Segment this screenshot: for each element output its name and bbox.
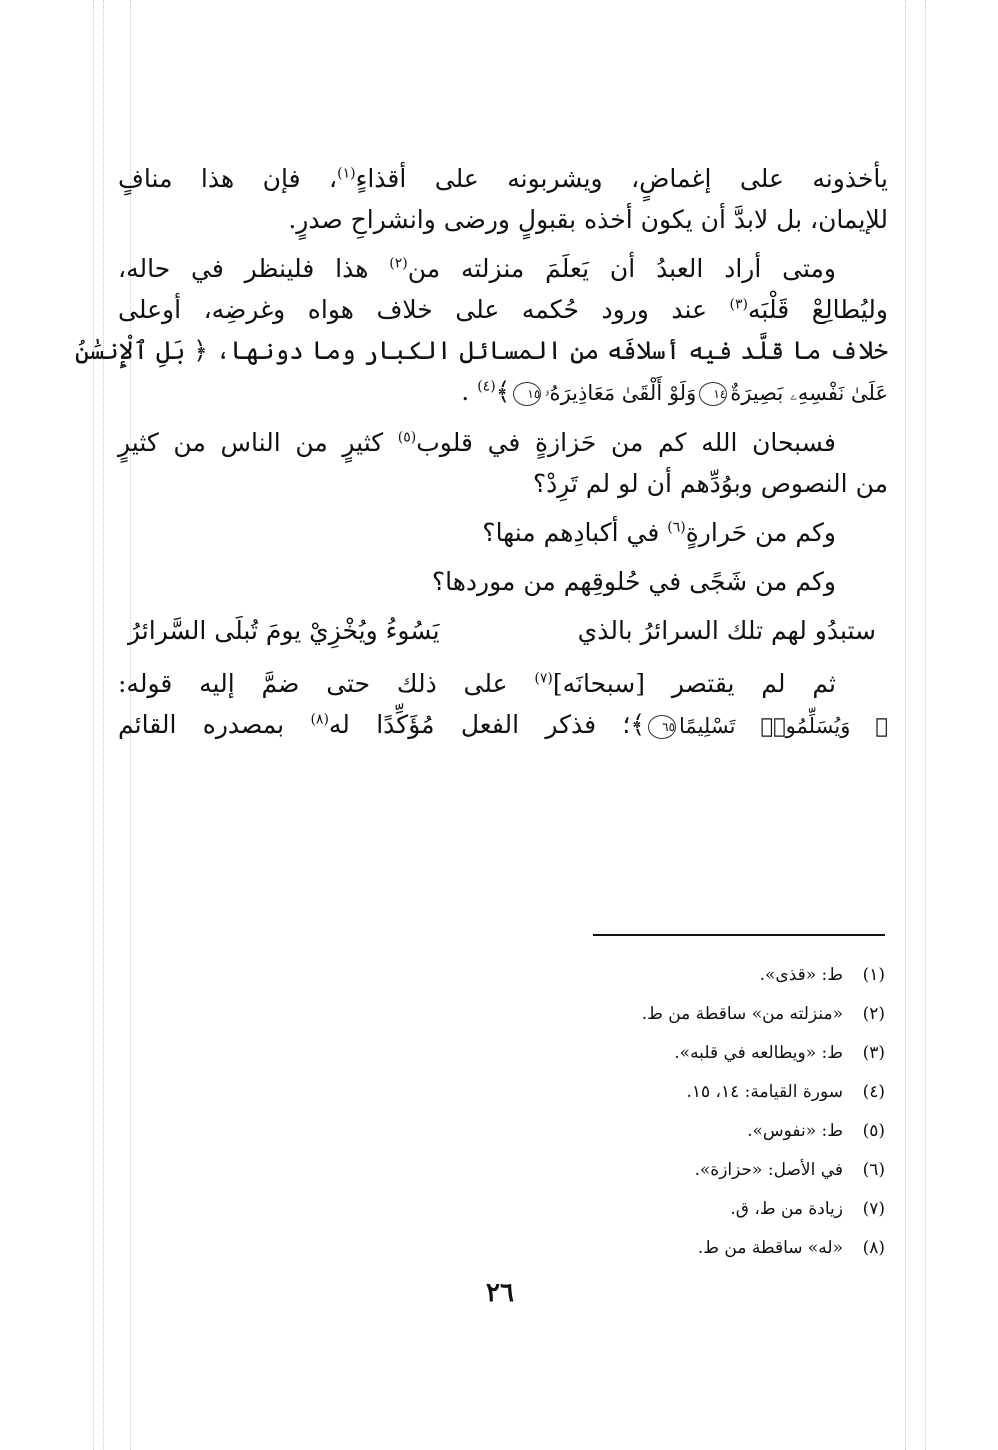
footnote-ref: (١) [337,165,356,182]
paragraph-3 [118,422,888,504]
scan-edge-left [93,0,94,1450]
footnote [400,956,885,995]
quran-text: عَلَىٰ نَفْسِهِۦ بَصِيرَةٌ [730,381,888,405]
footnote-text: «منزلته من» ساقطة من ط. [641,1004,843,1024]
text-span: وكم من حَرارةٍ [685,518,836,547]
verse-number-mark: ١٥ [513,382,541,406]
text-line [118,158,888,199]
text-line [118,663,888,704]
footnote [400,1151,885,1190]
scan-edge-left [103,0,104,1450]
text-line [118,422,888,463]
footnote-ref: (٦) [667,519,686,536]
text-line: من النصوص وبوُدِّهم أن لو لم تَرِدْ؟ [532,469,888,498]
text-span: وليُطالِعْ قَلْبَه [748,295,888,324]
text-span: يأخذونه على إغماضٍ، ويشربونه على أقذاءٍ [355,164,888,193]
poem-hemistich-left: يَسُوءُ ويُخْزِيْ يومَ تُبلَى السَّرائرُ [128,616,440,645]
footnote-number: (٢) [862,1004,885,1024]
footnotes [400,956,885,1268]
footnote-divider [593,934,885,936]
text-span: كثيرٍ من الناس من كثيرٍ [118,428,398,457]
footnote-text: ط: «نفوس». [747,1121,843,1141]
text-line: خلاف ما قلَّد فيه أسلافَه من المسائل الكبار وما دونها، ﴿ بَلِ ٱلْإِنسَٰنُ [74,336,888,365]
quran-text: ﴿ وَيُسَلِّمُوا۟ تَسْلِيمًا [679,714,888,738]
footnote-text: في الأصل: «حزازة». [694,1160,843,1180]
scan-edge-right [905,0,906,1450]
text-span: ، فإن هذا منافٍ [118,164,338,193]
text-line [118,371,888,414]
footnote [400,1034,885,1073]
text-line: للإيمان، بل لابدَّ أن يكون أخذه بقبولٍ ورضى وانشراحِ صدرٍ. [288,205,888,234]
footnote-number: (٤) [862,1082,885,1102]
text-line: وكم من شَجًى في حُلوقِهم من موردها؟ [431,567,836,596]
footnote [400,1073,885,1112]
paragraph-4 [118,512,888,553]
poem-hemistich-right: ستبدُو لهم تلك السرائرُ بالذي [577,616,876,645]
footnote-ref: (٥) [397,429,417,446]
verse-number-mark: ٦٥ [648,715,676,739]
footnote-text: ط: «ويطالعه في قلبه». [674,1043,843,1063]
page-number: ٢٦ [486,1278,514,1308]
text-span: فسبحان الله كم من حَزازةٍ في قلوب [416,428,836,457]
footnote-ref: (٧) [534,670,553,687]
footnote-ref: (٢) [389,255,408,272]
footnote-text: سورة القيامة: ١٤، ١٥. [686,1082,843,1102]
text-span: . [461,377,470,406]
footnote-number: (٣) [862,1043,885,1063]
paragraph-5 [118,561,888,602]
text-line [118,289,888,330]
text-span: هذا فلينظر في حاله، [118,254,390,283]
paragraph-1 [118,158,888,240]
footnote-text: زيادة من ط، ق. [730,1199,843,1219]
footnote-text: ط: «قذى». [759,965,843,985]
text-span: في أكبادِهم منها؟ [482,518,668,547]
text-span: ومتى أراد العبدُ أن يَعلَمَ منزلته من [407,254,836,283]
text-line [118,248,888,289]
quran-bracket: ﴾ [495,377,511,406]
footnote-ref: (٤) [477,378,496,395]
quran-text: وَلَوْ أَلْقَىٰ مَعَاذِيرَهُۥ [544,381,697,405]
scan-edge-right [925,0,926,1450]
footnote-number: (٧) [862,1199,885,1219]
verse-number-mark: ١٤ [699,382,727,406]
paragraph-6 [118,663,888,747]
text-line [118,512,888,553]
footnote-number: (١) [862,965,885,985]
paragraph-2 [74,248,888,414]
footnote-text: «له» ساقطة من ط. [697,1238,843,1258]
text-span: عند ورود حُكمه على خلاف هواه وغرضِه، أوعلى [118,295,730,324]
text-span: ثم لم يقتصر [سبحانَه] [552,669,836,698]
footnote [400,995,885,1034]
text-span: على ذلك حتى ضمَّ إليه قوله: [118,669,535,698]
text-span: ﴾؛ فذكر الفعل مُؤَكِّدًا له [328,710,646,739]
footnote [400,1112,885,1151]
footnote [400,1229,885,1268]
poem-verse [118,610,888,651]
footnote-number: (٦) [862,1160,885,1180]
footnote-number: (٨) [862,1238,885,1258]
text-span: بمصدره القائم [118,710,311,739]
footnote-number: (٥) [862,1121,885,1141]
main-text [74,158,888,755]
footnote-ref: (٣) [729,296,748,313]
text-line [118,704,888,747]
footnote-ref: (٨) [310,711,329,728]
footnote [400,1190,885,1229]
